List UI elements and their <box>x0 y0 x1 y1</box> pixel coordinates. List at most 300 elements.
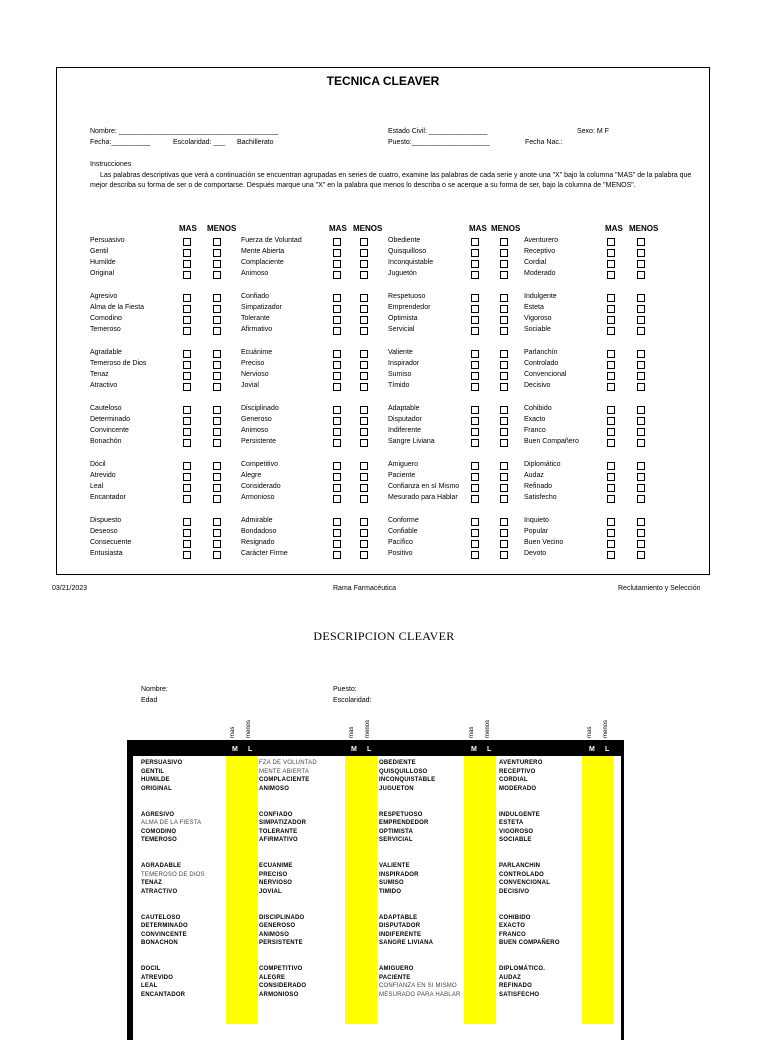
mas-checkbox[interactable] <box>607 238 615 246</box>
nombre-field[interactable]: Nombre: _________________________________________ <box>90 128 279 135</box>
word-label: Temeroso de Dios <box>90 360 147 367</box>
mas-checkbox[interactable] <box>607 383 615 391</box>
mas-checkbox[interactable] <box>183 238 191 246</box>
mas-checkbox[interactable] <box>333 428 341 436</box>
menos-checkbox[interactable] <box>500 305 508 313</box>
mas-checkbox[interactable] <box>607 439 615 447</box>
mas-checkbox[interactable] <box>183 518 191 526</box>
mas-checkbox[interactable] <box>471 484 479 492</box>
menos-checkbox[interactable] <box>360 484 368 492</box>
word-label: Satisfecho <box>524 494 557 501</box>
word-label: Cauteloso <box>90 405 122 412</box>
word-label: Dispuesto <box>90 517 122 524</box>
menos-checkbox[interactable] <box>637 316 645 324</box>
desc-nombre-label: Nombre: <box>141 686 168 693</box>
mas-checkbox[interactable] <box>183 540 191 548</box>
menos-checkbox[interactable] <box>500 439 508 447</box>
menos-header: MENOS <box>207 224 237 233</box>
result-word: REFINADO <box>499 983 532 990</box>
menos-checkbox[interactable] <box>500 372 508 380</box>
rotated-menos-label: menos <box>485 719 491 738</box>
word-label: Comodino <box>90 315 122 322</box>
mas-checkbox[interactable] <box>333 529 341 537</box>
word-label: Agradable <box>90 349 122 356</box>
mas-checkbox[interactable] <box>607 294 615 302</box>
word-label: Conforme <box>388 517 419 524</box>
menos-checkbox[interactable] <box>500 484 508 492</box>
menos-checkbox[interactable] <box>637 551 645 559</box>
mas-checkbox[interactable] <box>471 305 479 313</box>
result-word: DISCIPLINADO <box>259 914 305 921</box>
result-word: MESURADO PARA HABLAR <box>379 991 461 998</box>
mas-checkbox[interactable] <box>333 305 341 313</box>
mas-checkbox[interactable] <box>183 529 191 537</box>
fecha-field[interactable]: Fecha:__________ <box>90 139 151 146</box>
menos-checkbox[interactable] <box>213 540 221 548</box>
menos-checkbox[interactable] <box>360 260 368 268</box>
menos-checkbox[interactable] <box>360 439 368 447</box>
menos-checkbox[interactable] <box>500 406 508 414</box>
mas-checkbox[interactable] <box>471 428 479 436</box>
mas-checkbox[interactable] <box>607 551 615 559</box>
rotated-menos-label: menos <box>603 719 609 738</box>
col-m-label: M <box>232 746 238 753</box>
menos-checkbox[interactable] <box>213 551 221 559</box>
result-word: DISPUTADOR <box>379 923 421 930</box>
menos-checkbox[interactable] <box>637 540 645 548</box>
word-label: Buen Vecino <box>524 539 564 546</box>
mas-checkbox[interactable] <box>333 473 341 481</box>
word-label: Armonioso <box>241 494 275 501</box>
result-word: BUEN COMPAÑERO <box>499 940 560 947</box>
menos-checkbox[interactable] <box>213 417 221 425</box>
menos-checkbox[interactable] <box>360 462 368 470</box>
menos-checkbox[interactable] <box>637 350 645 358</box>
menos-checkbox[interactable] <box>360 551 368 559</box>
mas-checkbox[interactable] <box>607 529 615 537</box>
mas-checkbox[interactable] <box>471 529 479 537</box>
mas-checkbox[interactable] <box>471 260 479 268</box>
menos-checkbox[interactable] <box>500 462 508 470</box>
mas-checkbox[interactable] <box>471 551 479 559</box>
fecha-nac-field[interactable]: Fecha Nac.: <box>525 139 563 146</box>
word-label: Paciente <box>388 472 416 479</box>
menos-checkbox[interactable] <box>637 294 645 302</box>
mas-checkbox[interactable] <box>333 372 341 380</box>
word-label: Indulgente <box>524 293 557 300</box>
menos-checkbox[interactable] <box>500 383 508 391</box>
result-word: PERSISTENTE <box>259 940 303 947</box>
menos-checkbox[interactable] <box>360 238 368 246</box>
result-word: RESPETUOSO <box>379 811 423 818</box>
rotated-mas-label: mas <box>349 726 355 738</box>
mas-checkbox[interactable] <box>471 518 479 526</box>
mas-checkbox[interactable] <box>183 428 191 436</box>
mas-checkbox[interactable] <box>471 417 479 425</box>
mas-checkbox[interactable] <box>183 305 191 313</box>
menos-checkbox[interactable] <box>360 350 368 358</box>
result-word: CONFIANZA EN SI MISMO <box>379 983 457 990</box>
result-word: COMPLACIENTE <box>259 777 310 784</box>
menos-checkbox[interactable] <box>500 529 508 537</box>
mas-checkbox[interactable] <box>471 383 479 391</box>
word-label: Carácter Firme <box>241 550 288 557</box>
result-word: EXACTO <box>499 923 526 930</box>
word-label: Consecuente <box>90 539 132 546</box>
menos-checkbox[interactable] <box>360 271 368 279</box>
menos-checkbox[interactable] <box>213 428 221 436</box>
word-label: Complaciente <box>241 259 284 266</box>
word-label: Persistente <box>241 438 277 445</box>
menos-checkbox[interactable] <box>637 473 645 481</box>
desc-puesto-label: Puesto: <box>333 686 357 693</box>
menos-checkbox[interactable] <box>637 271 645 279</box>
menos-checkbox[interactable] <box>637 495 645 503</box>
mas-checkbox[interactable] <box>183 406 191 414</box>
mas-checkbox[interactable] <box>333 495 341 503</box>
mas-checkbox[interactable] <box>607 372 615 380</box>
mas-checkbox[interactable] <box>471 238 479 246</box>
mas-checkbox[interactable] <box>183 439 191 447</box>
mas-checkbox[interactable] <box>333 350 341 358</box>
mas-checkbox[interactable] <box>333 518 341 526</box>
menos-checkbox[interactable] <box>213 484 221 492</box>
mas-checkbox[interactable] <box>183 484 191 492</box>
word-label: Cohibido <box>524 405 552 412</box>
menos-checkbox[interactable] <box>213 260 221 268</box>
result-word: AGRESIVO <box>141 811 175 818</box>
menos-header: MENOS <box>629 224 659 233</box>
mas-checkbox[interactable] <box>333 540 341 548</box>
result-word: AMIGUERO <box>379 966 414 972</box>
mas-checkbox[interactable] <box>607 428 615 436</box>
mas-checkbox[interactable] <box>333 327 341 335</box>
mas-checkbox[interactable] <box>607 518 615 526</box>
puesto-field[interactable]: Puesto:____________________ <box>388 139 490 146</box>
menos-checkbox[interactable] <box>360 518 368 526</box>
mas-checkbox[interactable] <box>333 462 341 470</box>
mas-checkbox[interactable] <box>607 350 615 358</box>
mas-checkbox[interactable] <box>333 383 341 391</box>
mas-checkbox[interactable] <box>607 260 615 268</box>
escolaridad-field[interactable]: Escolaridad: ___ <box>173 139 226 146</box>
menos-checkbox[interactable] <box>360 428 368 436</box>
menos-checkbox[interactable] <box>213 361 221 369</box>
menos-checkbox[interactable] <box>637 518 645 526</box>
mas-checkbox[interactable] <box>183 350 191 358</box>
word-label: Adaptable <box>388 405 420 412</box>
mas-checkbox[interactable] <box>471 294 479 302</box>
menos-checkbox[interactable] <box>213 383 221 391</box>
mas-highlight-column <box>464 756 496 1024</box>
menos-checkbox[interactable] <box>637 484 645 492</box>
word-label: Generoso <box>241 416 272 423</box>
mas-header: MAS <box>179 224 197 233</box>
mas-checkbox[interactable] <box>607 316 615 324</box>
mas-checkbox[interactable] <box>471 327 479 335</box>
mas-checkbox[interactable] <box>471 540 479 548</box>
mas-checkbox[interactable] <box>607 495 615 503</box>
mas-checkbox[interactable] <box>183 372 191 380</box>
word-label: Deseoso <box>90 528 118 535</box>
menos-checkbox[interactable] <box>360 495 368 503</box>
mas-highlight-column <box>345 756 377 1024</box>
menos-checkbox[interactable] <box>213 316 221 324</box>
mas-checkbox[interactable] <box>607 327 615 335</box>
word-label: Persuasivo <box>90 237 125 244</box>
menos-checkbox[interactable] <box>637 361 645 369</box>
menos-checkbox[interactable] <box>500 249 508 257</box>
result-word: JOVIAL <box>259 888 282 895</box>
menos-checkbox[interactable] <box>637 260 645 268</box>
menos-checkbox[interactable] <box>213 249 221 257</box>
menos-checkbox[interactable] <box>213 305 221 313</box>
menos-checkbox[interactable] <box>500 260 508 268</box>
result-word: CONVENCIONAL <box>499 880 551 887</box>
menos-checkbox[interactable] <box>500 327 508 335</box>
result-word: PACIENTE <box>379 974 411 981</box>
word-label: Preciso <box>241 360 265 367</box>
menos-checkbox[interactable] <box>637 406 645 414</box>
mas-highlight-column <box>582 756 614 1024</box>
result-word: OBEDIENTE <box>379 760 416 766</box>
menos-checkbox[interactable] <box>213 372 221 380</box>
menos-checkbox[interactable] <box>500 473 508 481</box>
result-word: SOCIABLE <box>499 837 532 844</box>
mas-checkbox[interactable] <box>183 316 191 324</box>
menos-checkbox[interactable] <box>360 361 368 369</box>
menos-checkbox[interactable] <box>500 238 508 246</box>
mas-checkbox[interactable] <box>607 462 615 470</box>
mas-checkbox[interactable] <box>471 361 479 369</box>
mas-checkbox[interactable] <box>183 249 191 257</box>
mas-checkbox[interactable] <box>471 462 479 470</box>
result-word: AVENTURERO <box>499 760 543 766</box>
result-word: SATISFECHO <box>499 991 540 998</box>
mas-checkbox[interactable] <box>333 260 341 268</box>
menos-checkbox[interactable] <box>500 294 508 302</box>
mas-checkbox[interactable] <box>471 495 479 503</box>
mas-checkbox[interactable] <box>607 484 615 492</box>
result-word: INDULGENTE <box>499 811 540 818</box>
mas-checkbox[interactable] <box>471 316 479 324</box>
mas-checkbox[interactable] <box>471 372 479 380</box>
menos-checkbox[interactable] <box>360 383 368 391</box>
menos-checkbox[interactable] <box>213 327 221 335</box>
menos-checkbox[interactable] <box>213 439 221 447</box>
word-label: Considerado <box>241 483 281 490</box>
result-table-body <box>133 756 621 1046</box>
word-label: Original <box>90 270 115 277</box>
menos-checkbox[interactable] <box>637 372 645 380</box>
mas-checkbox[interactable] <box>607 305 615 313</box>
mas-checkbox[interactable] <box>183 462 191 470</box>
mas-checkbox[interactable] <box>183 495 191 503</box>
menos-checkbox[interactable] <box>637 428 645 436</box>
menos-checkbox[interactable] <box>637 417 645 425</box>
result-word: ANIMOSO <box>259 785 290 792</box>
result-word: CONSIDERADO <box>259 983 307 990</box>
menos-checkbox[interactable] <box>500 495 508 503</box>
mas-checkbox[interactable] <box>333 417 341 425</box>
menos-checkbox[interactable] <box>500 540 508 548</box>
word-label: Leal <box>90 483 104 490</box>
mas-checkbox[interactable] <box>183 361 191 369</box>
word-label: Diplomático <box>524 461 561 468</box>
menos-checkbox[interactable] <box>213 462 221 470</box>
menos-checkbox[interactable] <box>500 271 508 279</box>
mas-checkbox[interactable] <box>607 361 615 369</box>
word-label: Convincente <box>90 427 129 434</box>
result-word: PERSUASIVO <box>141 760 183 766</box>
mas-checkbox[interactable] <box>471 350 479 358</box>
result-word: MODERADO <box>499 785 537 792</box>
mas-checkbox[interactable] <box>607 271 615 279</box>
mas-checkbox[interactable] <box>333 484 341 492</box>
word-label: Exacto <box>524 416 546 423</box>
word-label: Quisquilloso <box>388 248 427 255</box>
menos-checkbox[interactable] <box>637 383 645 391</box>
word-label: Tenaz <box>90 371 109 378</box>
menos-checkbox[interactable] <box>500 316 508 324</box>
result-word: DECISIVO <box>499 888 530 895</box>
result-word: ANIMOSO <box>259 931 290 938</box>
result-word: ESTETA <box>499 820 524 827</box>
menos-header: MAS <box>605 224 623 233</box>
rotated-menos-label: menos <box>365 719 371 738</box>
word-label: Inquieto <box>524 517 549 524</box>
result-word: HUMILDE <box>141 777 170 784</box>
mas-checkbox[interactable] <box>333 406 341 414</box>
mas-checkbox[interactable] <box>607 473 615 481</box>
result-word: CAUTELOSO <box>141 914 181 921</box>
mas-checkbox[interactable] <box>333 316 341 324</box>
col-l-label: L <box>367 746 372 753</box>
word-label: Resignado <box>241 539 275 546</box>
word-label: Vigoroso <box>524 315 552 322</box>
result-word: CONVINCENTE <box>141 931 187 938</box>
result-word: TOLERANTE <box>259 828 298 835</box>
mas-checkbox[interactable] <box>183 383 191 391</box>
menos-checkbox[interactable] <box>500 361 508 369</box>
menos-checkbox[interactable] <box>500 518 508 526</box>
word-label: Controlado <box>524 360 559 367</box>
word-label: Obediente <box>388 237 421 244</box>
mas-checkbox[interactable] <box>607 540 615 548</box>
mas-checkbox[interactable] <box>471 406 479 414</box>
mas-checkbox[interactable] <box>333 249 341 257</box>
menos-checkbox[interactable] <box>637 439 645 447</box>
mas-checkbox[interactable] <box>183 271 191 279</box>
result-word: DIPLOMÁTICO. <box>499 966 546 972</box>
menos-checkbox[interactable] <box>360 294 368 302</box>
menos-checkbox[interactable] <box>637 305 645 313</box>
menos-checkbox[interactable] <box>213 238 221 246</box>
menos-checkbox[interactable] <box>213 473 221 481</box>
mas-checkbox[interactable] <box>333 439 341 447</box>
menos-checkbox[interactable] <box>637 327 645 335</box>
mas-checkbox[interactable] <box>471 271 479 279</box>
mas-checkbox[interactable] <box>183 260 191 268</box>
menos-checkbox[interactable] <box>213 271 221 279</box>
mas-checkbox[interactable] <box>333 238 341 246</box>
word-label: Audaz <box>524 472 544 479</box>
result-word: BONACHON <box>141 940 178 947</box>
result-word: COMODINO <box>141 828 177 835</box>
word-label: Moderado <box>524 270 556 277</box>
mas-checkbox[interactable] <box>183 294 191 302</box>
mas-checkbox[interactable] <box>183 473 191 481</box>
result-word: VIGOROSO <box>499 828 534 835</box>
menos-checkbox[interactable] <box>360 327 368 335</box>
menos-checkbox[interactable] <box>500 417 508 425</box>
result-word: MENTE ABIERTA <box>259 768 310 775</box>
desc-edad-label: Edad <box>141 697 158 704</box>
menos-checkbox[interactable] <box>213 406 221 414</box>
menos-checkbox[interactable] <box>500 551 508 559</box>
word-label: Confianza en sí Mismo <box>388 483 460 490</box>
mas-checkbox[interactable] <box>607 249 615 257</box>
menos-checkbox[interactable] <box>213 529 221 537</box>
menos-checkbox[interactable] <box>360 372 368 380</box>
word-label: Animoso <box>241 270 269 277</box>
menos-checkbox[interactable] <box>360 540 368 548</box>
menos-checkbox[interactable] <box>360 417 368 425</box>
menos-checkbox[interactable] <box>637 462 645 470</box>
mas-checkbox[interactable] <box>471 249 479 257</box>
menos-checkbox[interactable] <box>637 529 645 537</box>
mas-checkbox[interactable] <box>333 271 341 279</box>
word-label: Dócil <box>90 461 106 468</box>
menos-checkbox[interactable] <box>637 249 645 257</box>
mas-checkbox[interactable] <box>333 361 341 369</box>
menos-checkbox[interactable] <box>213 495 221 503</box>
menos-checkbox[interactable] <box>213 350 221 358</box>
mas-checkbox[interactable] <box>471 439 479 447</box>
word-label: Decisivo <box>524 382 551 389</box>
menos-checkbox[interactable] <box>360 473 368 481</box>
mas-checkbox[interactable] <box>471 473 479 481</box>
menos-checkbox[interactable] <box>360 316 368 324</box>
menos-checkbox[interactable] <box>213 518 221 526</box>
mas-checkbox[interactable] <box>183 551 191 559</box>
estado-civil-field[interactable]: Estado Civil: _______________ <box>388 128 488 135</box>
menos-checkbox[interactable] <box>500 350 508 358</box>
menos-checkbox[interactable] <box>213 294 221 302</box>
menos-checkbox[interactable] <box>637 238 645 246</box>
result-word: ADAPTABLE <box>379 914 418 921</box>
sexo-field[interactable]: Sexo: M F <box>577 128 609 135</box>
result-word: INDIFERENTE <box>379 931 422 938</box>
menos-checkbox[interactable] <box>360 406 368 414</box>
mas-checkbox[interactable] <box>183 417 191 425</box>
mas-checkbox[interactable] <box>607 417 615 425</box>
mas-checkbox[interactable] <box>333 294 341 302</box>
menos-checkbox[interactable] <box>500 428 508 436</box>
word-label: Respetuoso <box>388 293 426 300</box>
menos-checkbox[interactable] <box>360 305 368 313</box>
result-word: COHIBIDO <box>499 914 531 921</box>
mas-checkbox[interactable] <box>607 406 615 414</box>
mas-checkbox[interactable] <box>183 327 191 335</box>
menos-header: MENOS <box>491 224 521 233</box>
menos-checkbox[interactable] <box>360 249 368 257</box>
result-word: RECEPTIVO <box>499 768 536 775</box>
result-word: ORIGINAL <box>141 785 172 792</box>
mas-checkbox[interactable] <box>333 551 341 559</box>
result-word: TIMIDO <box>379 888 402 895</box>
menos-checkbox[interactable] <box>360 529 368 537</box>
